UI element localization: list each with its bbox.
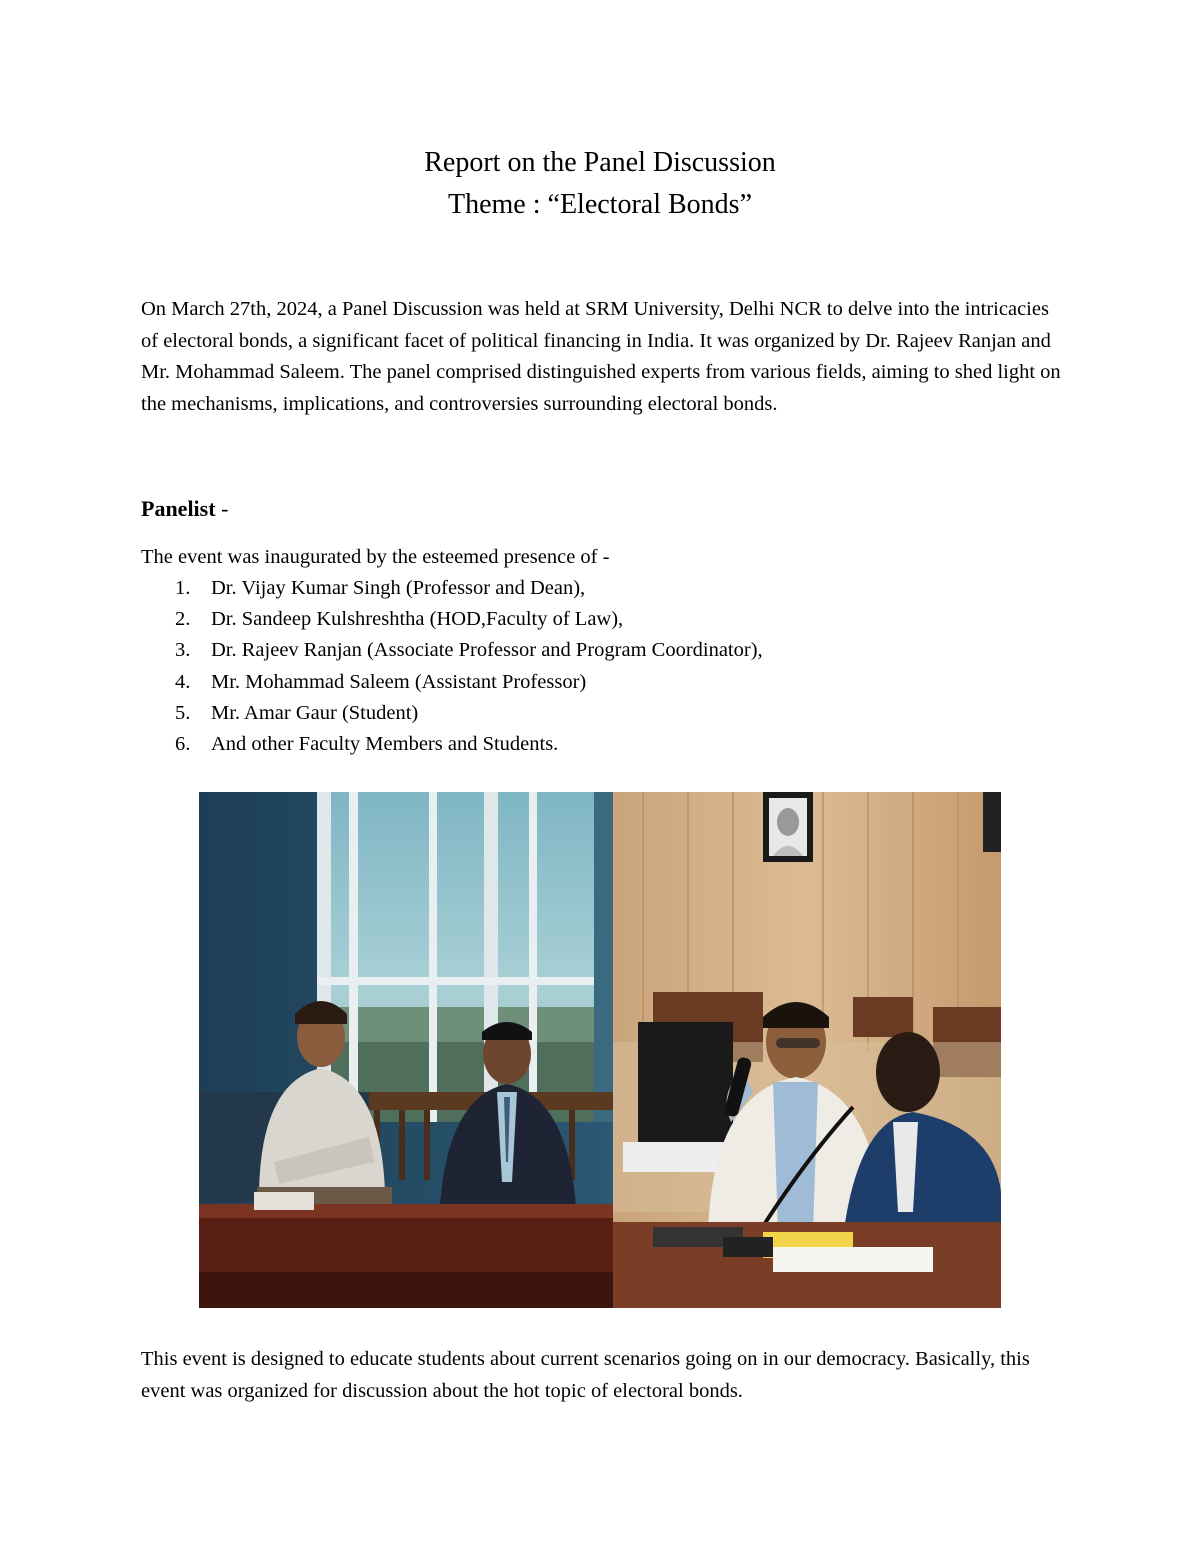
list-item-text: Dr. Sandeep Kulshreshtha (HOD,Faculty of Law), — [211, 608, 624, 631]
list-item-text: Mr. Amar Gaur (Student) — [211, 701, 419, 724]
list-item-number: 1. — [175, 577, 191, 599]
title-line-2: Theme : “Electoral Bonds” — [448, 189, 752, 220]
list-item — [141, 604, 763, 635]
list-item-text: Dr. Rajeev Ranjan (Associate Professor and Program Coordinator), — [211, 639, 763, 662]
list-item — [141, 667, 763, 698]
panelist-list — [141, 573, 763, 760]
list-item-number: 5. — [175, 701, 191, 724]
list-item — [141, 698, 763, 729]
panelist-heading — [141, 494, 228, 524]
list-item-text: And other Faculty Members and Students. — [211, 733, 559, 756]
report-title — [0, 142, 1200, 226]
panelist-heading-label: Panelist — [141, 496, 216, 521]
event-photo-speaker-with-microphone-icon — [613, 792, 1001, 1308]
list-item-text: Dr. Vijay Kumar Singh (Professor and Dean), — [211, 577, 586, 599]
list-item-number: 4. — [175, 670, 191, 693]
event-photos — [199, 792, 1001, 1308]
list-item — [141, 573, 763, 604]
list-item-number: 2. — [175, 608, 191, 631]
list-item-number: 3. — [175, 639, 191, 662]
closing-paragraph: This event is designed to educate students about current scenarios going on in our democracy. Basically, this event was organized for discussion about the hot topic of electoral bonds. — [141, 1348, 1030, 1402]
list-item-number: 6. — [175, 733, 191, 756]
list-item-text: Mr. Mohammad Saleem (Assistant Professor) — [211, 670, 587, 693]
event-photo-panelists-by-window-icon — [199, 792, 613, 1308]
list-item — [141, 729, 763, 760]
panelist-heading-suffix: - — [215, 496, 229, 521]
panelist-lead: The event was inaugurated by the esteemed presence of - — [141, 546, 610, 568]
list-item — [141, 635, 763, 666]
title-line-1: Report on the Panel Discussion — [424, 147, 776, 178]
intro-paragraph: On March 27th, 2024, a Panel Discussion was held at SRM University, Delhi NCR to delve into the intricacies of electoral bonds, a significant facet of political financing in India. It was organized by Dr. Rajeev Ranjan and Mr. Mohammad Saleem. The panel comprised distinguished experts from various fields, aiming to shed light on the mechanisms, implications, and controversies surrounding electoral bonds. — [141, 298, 1061, 415]
